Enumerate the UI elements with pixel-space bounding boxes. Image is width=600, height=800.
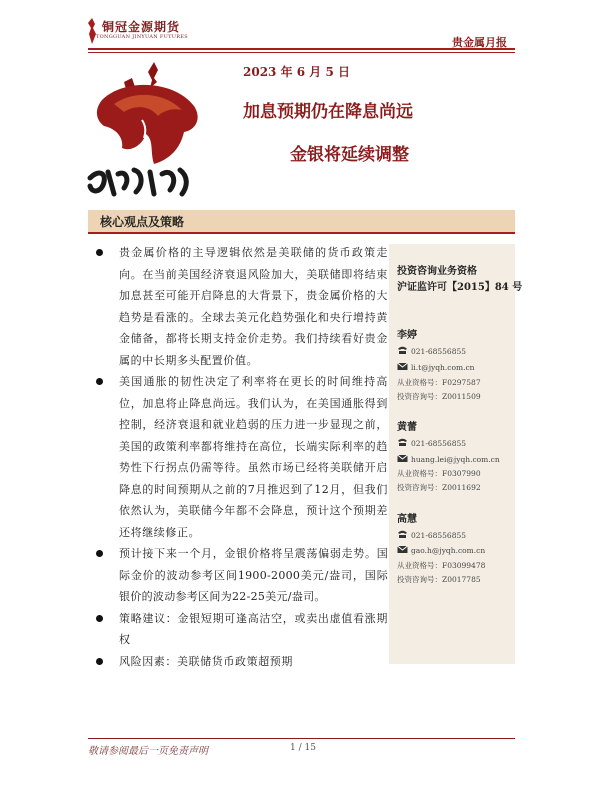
key-point-text: 策略建议：金银短期可逢高沽空，或卖出虚值看涨期权 bbox=[119, 611, 388, 646]
analyst-license: 从业资格号：F0307990 bbox=[397, 469, 481, 478]
key-point-text: 预计接下来一个月，金银价格将呈震荡偏弱走势。国际金价的波动参考区间1900-2000美元/盎司，国际银价的波动参考区间为22-25美元/盎司。 bbox=[119, 547, 388, 603]
header-rule bbox=[88, 48, 515, 50]
analyst-consult-no: 投资咨询号：Z0017785 bbox=[397, 575, 481, 584]
analyst-email[interactable]: li.t@jyqh.com.cn bbox=[397, 362, 475, 372]
analyst-consult-no: 投资咨询号：Z0011692 bbox=[397, 483, 481, 492]
mail-icon bbox=[397, 545, 408, 554]
analyst-phone: 021-68556855 bbox=[397, 346, 466, 356]
report-title-line2: 金银将延续调整 bbox=[290, 145, 409, 165]
key-point-text: 贵金属价格的主导逻辑依然是美联储的货币政策走向。在当前美国经济衰退风险加大，美联储即将结束加息甚至可能开启降息的大背景下，贵金属价格的大趋势是看涨的。全球去美元化趋势强化和央行增持黄金储备，都将长期支持金价走势。我们持续看好贵金属的中长期多头配置价值。 bbox=[119, 246, 388, 367]
section-title: 核心观点及策略 bbox=[100, 215, 185, 229]
phone-icon bbox=[397, 438, 408, 447]
brand-logo bbox=[86, 16, 188, 46]
brand-mark-icon bbox=[86, 16, 98, 46]
analyst-license: 从业资格号：F03099478 bbox=[397, 561, 486, 570]
brand-illustration bbox=[84, 60, 209, 210]
bullet-icon bbox=[96, 658, 103, 665]
analyst-email[interactable]: gao.h@jyqh.com.cn bbox=[397, 545, 485, 555]
phone-icon bbox=[397, 346, 408, 355]
bullet-icon bbox=[96, 249, 103, 256]
mail-icon bbox=[397, 362, 408, 371]
report-title-line1: 加息预期仍在降息尚远 bbox=[243, 102, 413, 122]
analyst-license: 从业资格号：F0297587 bbox=[397, 378, 481, 387]
analyst-name: 黄蕾 bbox=[397, 422, 417, 433]
analyst-phone: 021-68556855 bbox=[397, 530, 466, 540]
key-point-text: 风险因素：美联储货币政策超预期 bbox=[119, 654, 293, 668]
bullet-icon bbox=[96, 615, 103, 622]
header-rule-thin bbox=[88, 52, 515, 53]
report-date: 2023 年 6 月 5 日 bbox=[243, 65, 350, 79]
key-point bbox=[88, 242, 388, 371]
brand-name-en: TONGGUAN JINYUAN FUTURES bbox=[96, 34, 188, 40]
analyst-phone: 021-68556855 bbox=[397, 438, 466, 448]
key-point bbox=[88, 371, 388, 543]
key-point bbox=[88, 608, 388, 651]
analyst-consult-no: 投资咨询号：Z0011509 bbox=[397, 392, 481, 401]
analyst-name: 李婷 bbox=[397, 330, 417, 341]
qualification-license: 沪证监许可【2015】84 号 bbox=[397, 282, 523, 293]
analyst-name: 高慧 bbox=[397, 514, 417, 525]
bullet-icon bbox=[96, 550, 103, 557]
report-type: 贵金属月报 bbox=[452, 36, 507, 49]
footer-rule bbox=[88, 738, 515, 739]
qualification-title: 投资咨询业务资格 bbox=[397, 266, 477, 277]
key-point bbox=[88, 543, 388, 608]
brand-name-cn: 铜冠金源期货 bbox=[102, 20, 181, 34]
analyst-email[interactable]: huang.lei@jyqh.com.cn bbox=[397, 454, 500, 464]
bullet-icon bbox=[96, 378, 103, 385]
page-number: 1 / 15 bbox=[290, 743, 316, 753]
key-points bbox=[88, 242, 388, 672]
disclaimer-link[interactable]: 敬请参阅最后一页免责声明 bbox=[88, 746, 208, 757]
key-point bbox=[88, 651, 388, 673]
mail-icon bbox=[397, 454, 408, 463]
phone-icon bbox=[397, 530, 408, 539]
key-point-text: 美国通胀的韧性决定了利率将在更长的时间维持高位，加息将止降息尚远。我们认为，在美国通胀得到控制，经济衰退和就业趋弱的压力进一步显现之前，美国的政策利率都将维持在高位，长端实际利率的趋势性下行拐点仍需等待。虽然市场已经将美联储开启降息的时间预期从之前的7月推迟到了12月，但我们依然认为，美联储今年都不会降息，预计这个预期差还将继续修正。 bbox=[119, 375, 388, 539]
